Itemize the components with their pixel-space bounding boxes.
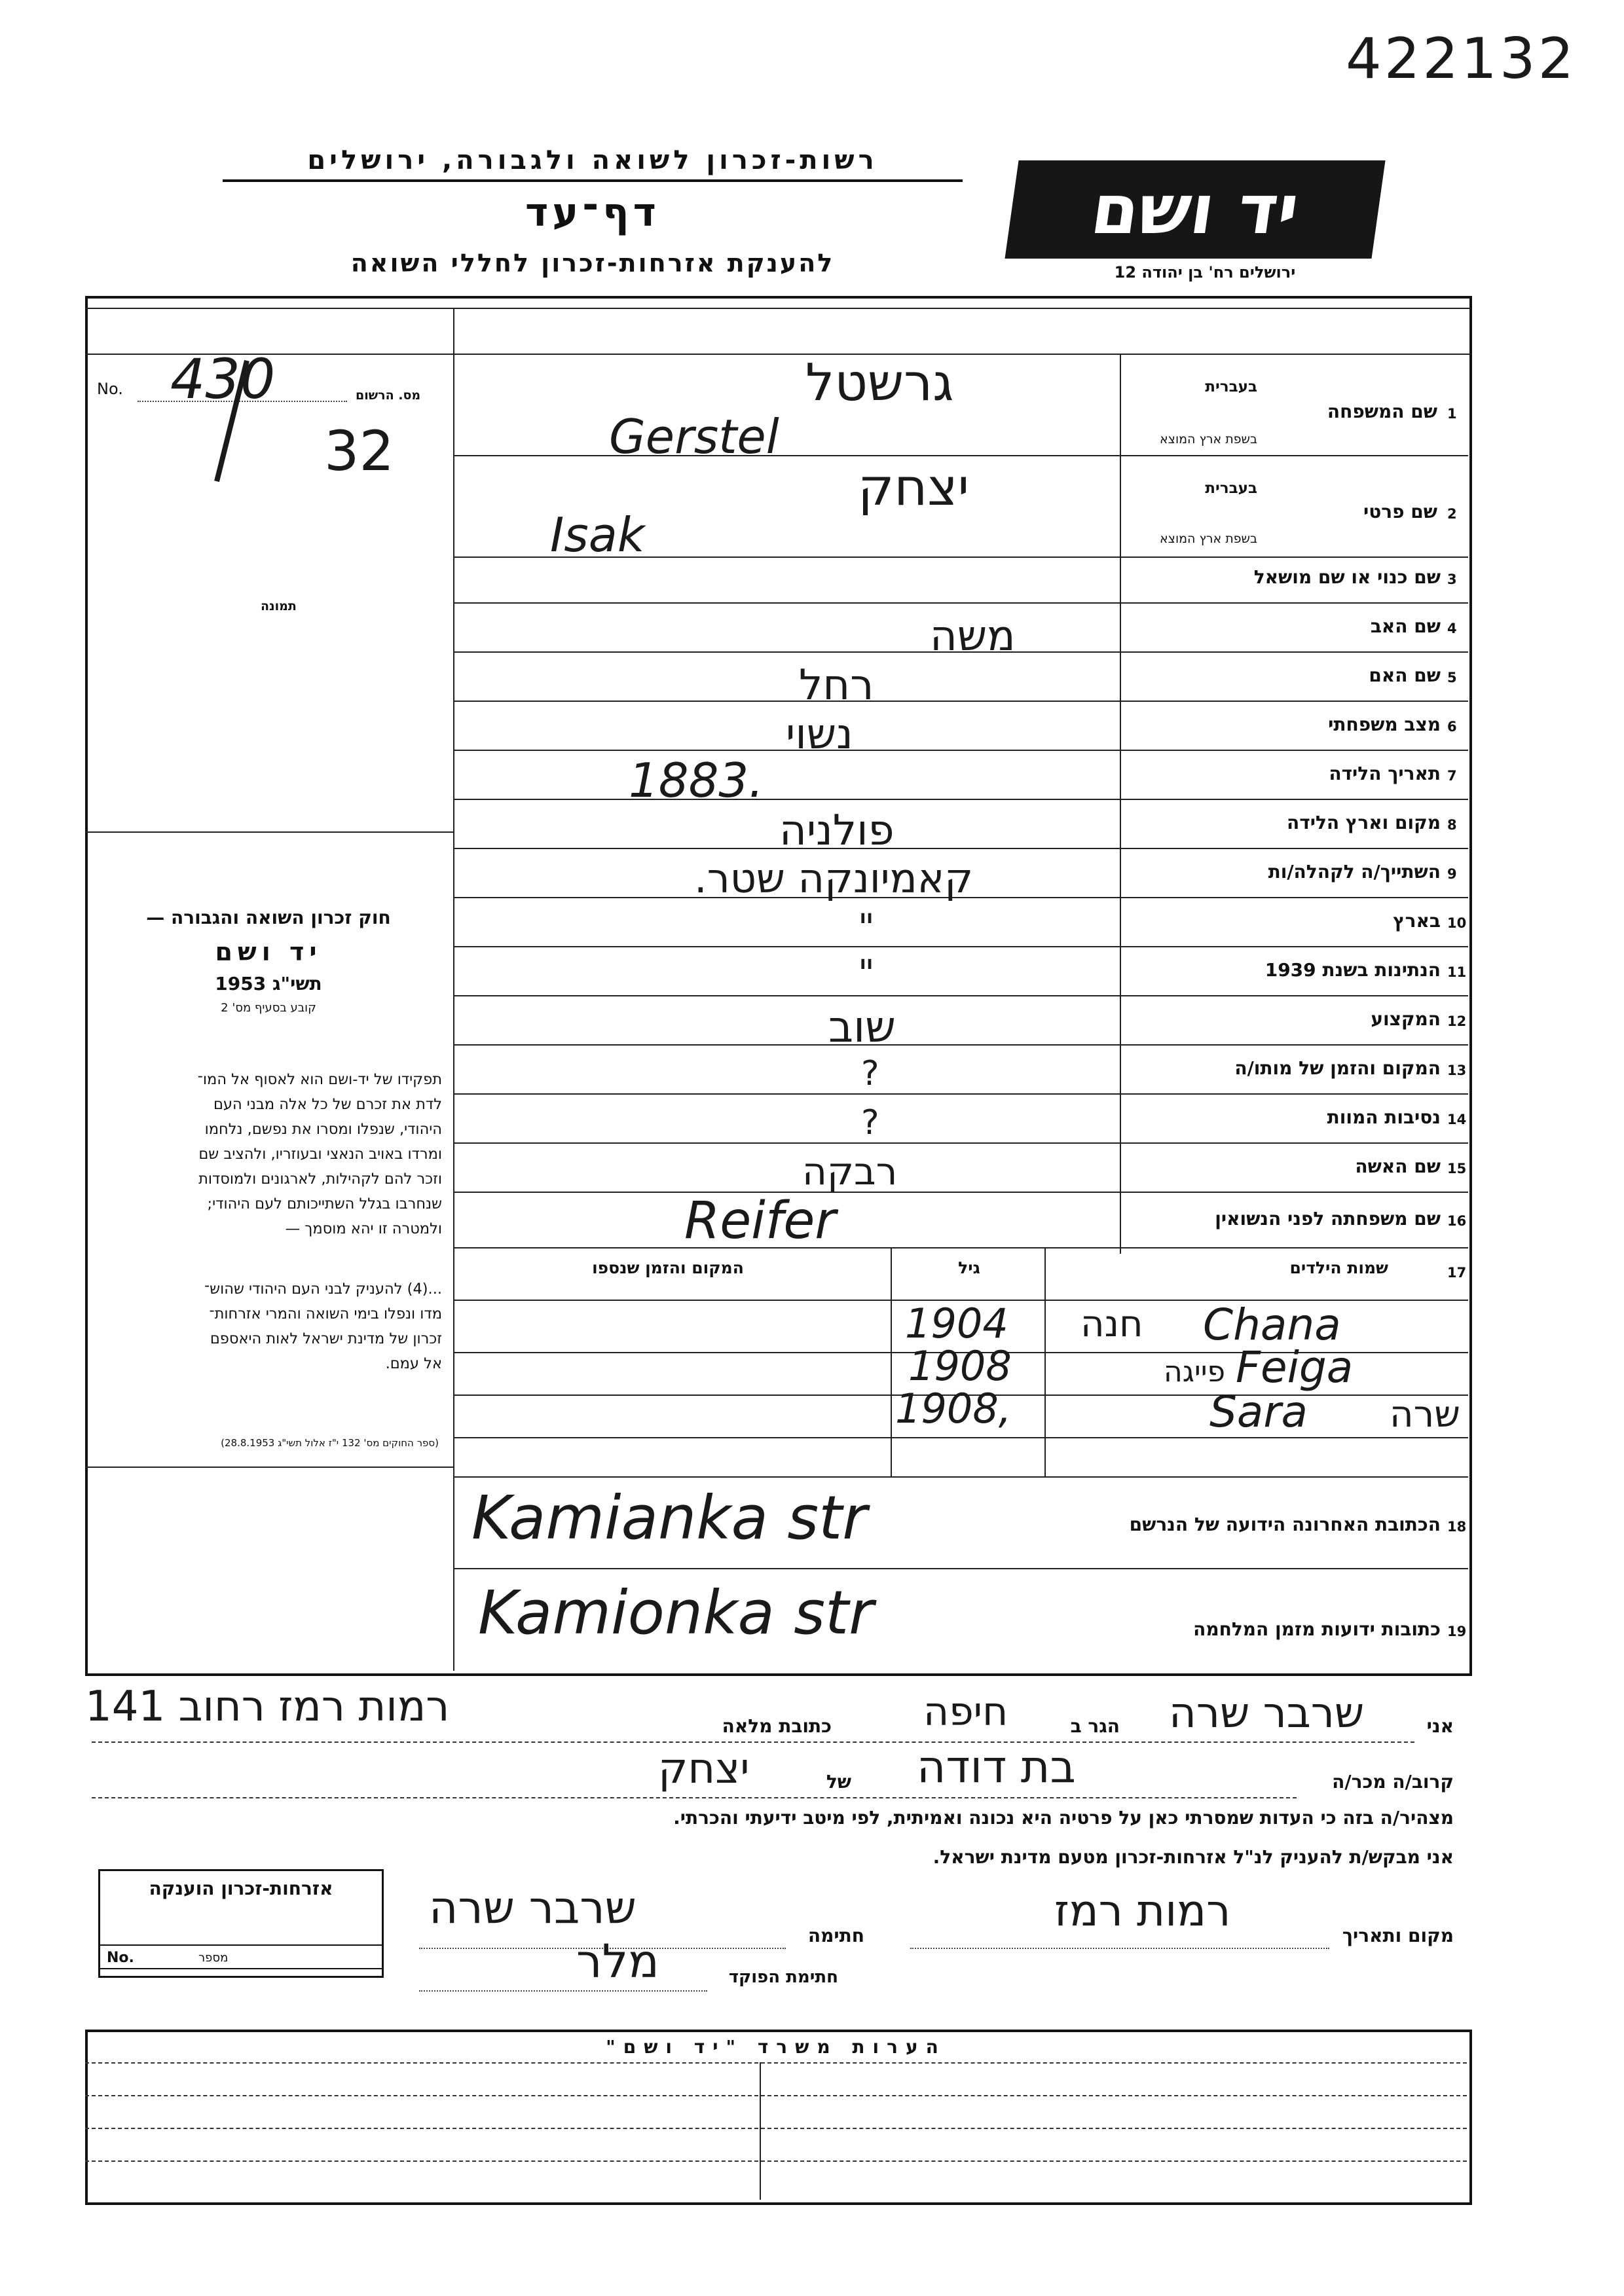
citizenship-box [98, 1869, 384, 1978]
field-label-death-circumstances: נסיבות המוות [1327, 1106, 1441, 1128]
field-label-marital-status: מצב משפחתי [1328, 714, 1441, 735]
declarant-signature: שרבר שרה [429, 1882, 637, 1934]
child-name-latin: Sara [1209, 1387, 1308, 1437]
field-label-father-name: שם האב [1370, 615, 1441, 637]
law-line: ...(4) להעניק לבני העם היהודי שהוש־ [204, 1281, 442, 1298]
label-column-divider [1120, 354, 1121, 1254]
citizenship-box-title: אזרחות-זכרון הוענקה [149, 1878, 333, 1899]
child-age: 1908 [908, 1342, 1012, 1390]
yad-vashem-logo: יד ושם [1005, 160, 1385, 259]
field-label-country: בארץ [1393, 910, 1441, 932]
place-date-value: רמות רמז [1054, 1886, 1231, 1936]
remarks-title: הערות משרד "יד ושם" [606, 2036, 946, 2058]
law-line: לדת את זכרם של כל אלה מבני העם [213, 1096, 442, 1113]
declarant-address: רמות רמז רחוב 141 [85, 1683, 450, 1731]
community-value: קאמיונקה שטר. [694, 854, 974, 902]
law-line: אל עמם. [385, 1355, 442, 1372]
last-address-value: Kamianka str [471, 1483, 868, 1553]
father-name-value: משה [930, 612, 1016, 661]
registration-value-top: 430 [170, 347, 276, 411]
field-label-wife-name: שם האשה [1355, 1156, 1441, 1177]
law-paragraph-1 [95, 1067, 442, 1241]
child-name-hebrew: חנה [1080, 1303, 1143, 1345]
field-label-mother-name: שם האם [1369, 665, 1441, 686]
citizenship-no-label: No. [107, 1950, 134, 1966]
field-number: 2 [1447, 506, 1457, 522]
law-paragraph-2 [95, 1277, 442, 1376]
field-number: 19 [1447, 1624, 1467, 1639]
occupation-value: שוב [828, 1002, 896, 1052]
field-number: 5 [1447, 670, 1457, 685]
declaration-resides-label: הגר ב [1070, 1715, 1120, 1737]
declarant-name: שרבר שרה [1169, 1689, 1365, 1738]
children-names-header: שמות הילדים [1289, 1258, 1388, 1277]
declaration-address-label: כתובת מלאה [722, 1715, 832, 1737]
law-year: תשי"ג 1953 [215, 973, 322, 994]
child-age: 1904 [905, 1300, 1008, 1347]
law-line: וזכר להם לקהילות, לארגונים ולמוסדות [198, 1171, 442, 1188]
authority-name: רשות-זכרון לשואה ולגבורה, ירושלים [223, 145, 963, 182]
war-address-value: Kamionka str [478, 1578, 874, 1648]
left-column-divider [453, 308, 454, 1671]
death-place-value: ? [861, 1054, 879, 1093]
officer-signature: מלר [576, 1935, 659, 1988]
nationality-value: " [858, 953, 875, 995]
field-number: 13 [1447, 1063, 1467, 1078]
field-number: 12 [1447, 1013, 1467, 1029]
registration-label: מס. הרשום [356, 388, 421, 403]
law-name: יד ושם [215, 938, 322, 966]
field-number: 10 [1447, 915, 1467, 931]
child-age: 1908, [895, 1385, 1012, 1432]
country-value: " [858, 907, 875, 949]
field-number: 4 [1447, 621, 1457, 636]
mother-name-value: רחל [799, 661, 874, 710]
law-clause: קובע בסעיף מס' 2 [221, 1001, 316, 1015]
child-name-latin: Feiga [1236, 1342, 1354, 1393]
declarant-city: חיפה [923, 1689, 1008, 1735]
table-row [453, 1342, 1468, 1393]
field-sublabel: בעברית [1205, 378, 1257, 395]
form-subtitle: להענקת אזרחות-זכרון לחללי השואה [350, 249, 835, 278]
field-number: 14 [1447, 1112, 1467, 1127]
field-number: 18 [1447, 1519, 1467, 1535]
field-sublabel: בשפת ארץ המוצא [1159, 432, 1257, 446]
birth-date-value: 1883. [629, 753, 764, 808]
declaration-of-label: של [826, 1771, 851, 1793]
marital-status-value: נשוי [786, 710, 853, 759]
law-footnote: (ספר החוקים מס' 132 י"ז אלול תשי"ג 28.8.1953) [221, 1437, 439, 1449]
signature-label: חתימה [807, 1925, 864, 1946]
first-name-hebrew: יצחק [858, 458, 970, 517]
officer-signature-label: חתימת הפוקד [728, 1967, 838, 1987]
archive-number: 422132 [1346, 26, 1577, 92]
field-label-death-place-time: המקום והזמן של מותו/ה [1234, 1057, 1441, 1079]
field-number: 9 [1447, 866, 1457, 882]
law-line: מדו ונפלו בימי השואה והמרי אזרחות־ [209, 1305, 442, 1322]
law-line: ולמטרה זו יהא מוסמך — [285, 1220, 442, 1237]
registration-value-bottom: 32 [324, 419, 394, 483]
first-name-latin: Isak [550, 507, 645, 562]
law-line: שנחרבו בגלל השתייכותם לעם היהודי; [207, 1195, 442, 1212]
law-line: היהודי, שנפלו ומסרו את נפשם, נלחמו [204, 1121, 442, 1138]
field-label-first-name: שם פרטי [1363, 501, 1437, 522]
field-label-family-name: שם המשפחה [1327, 401, 1437, 422]
field-number: 6 [1447, 719, 1457, 735]
place-date-label: מקום ותאריך [1342, 1925, 1454, 1946]
death-circumstances-value: ? [861, 1103, 879, 1142]
field-number: 15 [1447, 1161, 1467, 1176]
field-number: 7 [1447, 768, 1457, 784]
wife-maiden-name-value: Reifer [684, 1192, 836, 1250]
table-row [453, 1385, 1468, 1437]
field-label-nationality-1939: הנתינות בשנת 1939 [1264, 959, 1441, 981]
child-name-hebrew: פייגה [1164, 1355, 1226, 1389]
family-name-hebrew: גרשטל [805, 354, 954, 412]
field-label-birth-place: מקום וארץ הלידה [1287, 812, 1441, 833]
declaration-ani: אני [1426, 1715, 1454, 1737]
field-label-community: השתייך/ה לקהלה/ות [1268, 861, 1441, 883]
field-label-last-address: הכתובת האחרונה הידועה של הנרשם [1129, 1514, 1441, 1535]
field-label-war-addresses: כתובות ידועות מזמן המלחמה [1193, 1618, 1441, 1640]
child-name-hebrew: שרה [1390, 1393, 1460, 1436]
citizenship-number-label: מספר [198, 1951, 229, 1965]
birth-place-value: פולניה [779, 807, 895, 855]
field-number: 16 [1447, 1213, 1467, 1229]
field-number: 1 [1447, 406, 1457, 422]
field-label-wife-maiden-name: שם משפחתה לפני הנשואין [1215, 1208, 1441, 1230]
logo-address: ירושלים רח' בן יהודה 12 [1114, 263, 1296, 282]
field-label-occupation: המקצוע [1371, 1008, 1441, 1030]
declarant-relation: בת דודה [917, 1741, 1076, 1793]
photo-label: תמונה [261, 599, 297, 613]
field-number: 3 [1447, 572, 1457, 587]
law-title: חוק זכרון השואה והגבורה — [146, 907, 391, 928]
law-line: ומרדו באויב הנאצי ובעוזריו, ולהציב שם [198, 1146, 442, 1163]
relation-of-name: יצחק [658, 1745, 750, 1793]
children-age-header: גיל [958, 1258, 980, 1277]
field-label-nickname: שם כנוי או שם מושאל [1253, 566, 1441, 588]
declaration-statement-2: אני מבקש/ת להעניק לנ"ל אזרחות-זכרון מטעם מדינת ישראל. [932, 1846, 1454, 1868]
law-line: זכרון של מדינת ישראל לאות היאספם [210, 1330, 442, 1347]
declaration-relation-label: קרוב/ה מכר/ה [1332, 1771, 1454, 1793]
form-title: דף־עד [525, 190, 660, 236]
family-name-latin: Gerstel [609, 409, 779, 464]
field-number: 11 [1447, 964, 1467, 980]
field-number: 17 [1447, 1265, 1467, 1281]
declaration-statement-1: מצהיר/ה בזה כי העדות שמסרתי כאן על פרטיה היא נכונה ואמיתית, לפי מיטב ידיעתי והכרתי. [673, 1807, 1454, 1829]
field-sublabel: בעברית [1205, 480, 1257, 497]
field-label-birth-date: תאריך הלידה [1329, 763, 1441, 784]
registration-no-label: No. [97, 380, 123, 398]
children-place-header: המקום והזמן שנספו [592, 1258, 744, 1277]
law-box [95, 907, 442, 1015]
field-sublabel: בשפת ארץ המוצא [1159, 532, 1257, 546]
child-name-latin: Chana [1203, 1300, 1341, 1350]
field-number: 8 [1447, 817, 1457, 833]
law-line: תפקידו של יד-ושם הוא לאסוף אל המו־ [197, 1071, 442, 1088]
wife-name-value: רבקה [802, 1149, 898, 1194]
